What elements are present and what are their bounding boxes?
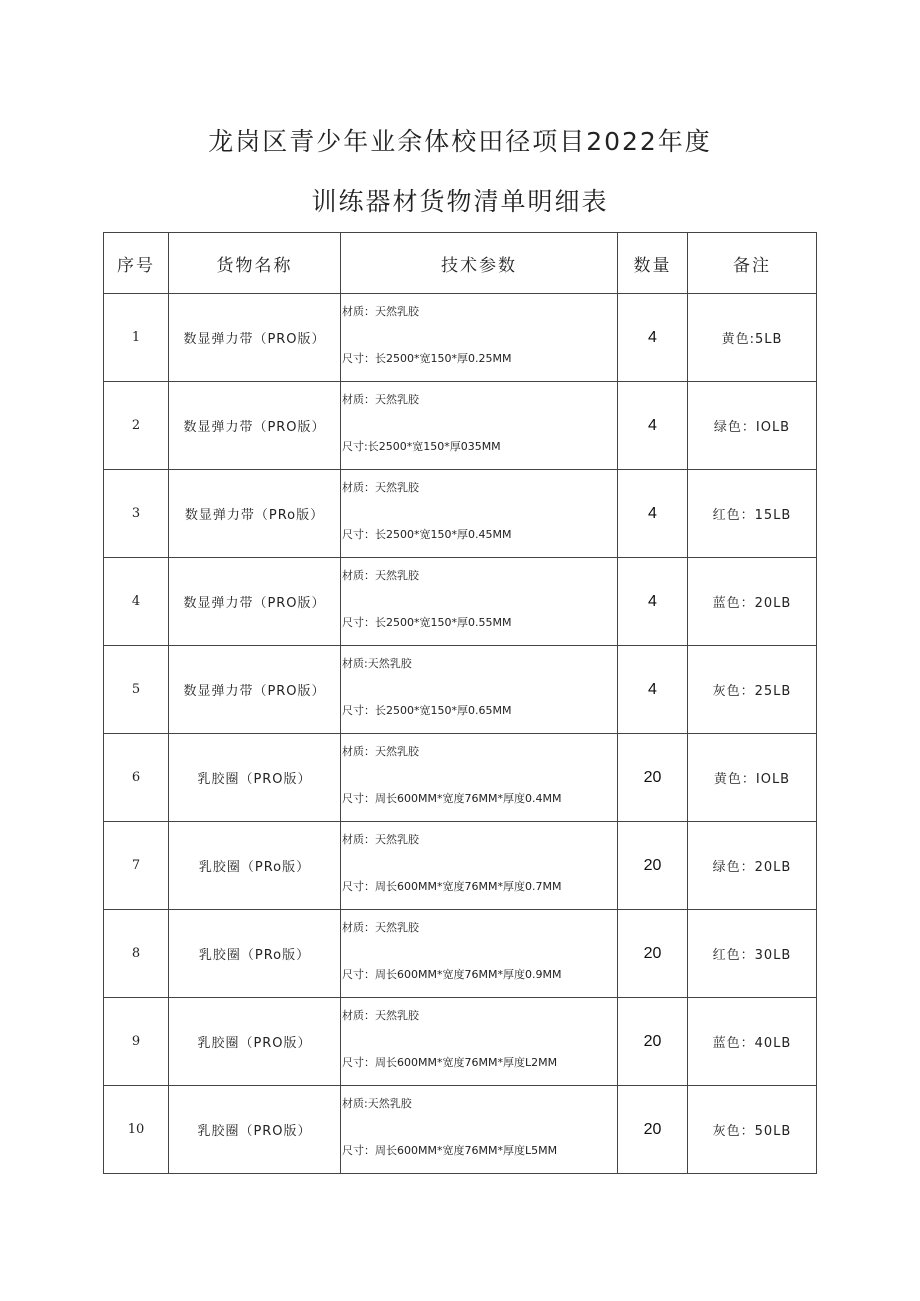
table-row <box>104 910 817 998</box>
spec-size: 尺寸：长2500*宽150*厚0.65MM <box>342 704 512 717</box>
tech-params <box>341 470 618 558</box>
goods-name: 乳胶圈（PRo版） <box>169 910 341 998</box>
goods-table <box>103 232 817 1174</box>
remark: 蓝色：20LB <box>688 558 817 646</box>
spec-size: 尺寸:长2500*宽150*厚035MM <box>342 440 501 453</box>
table-row <box>104 294 817 382</box>
spec-material: 材质：天然乳胶 <box>342 305 419 318</box>
spec-material: 材质：天然乳胶 <box>342 481 419 494</box>
spec-size: 尺寸：长2500*宽150*厚0.45MM <box>342 528 512 541</box>
table-row <box>104 382 817 470</box>
quantity: 4 <box>618 558 688 646</box>
tech-params <box>341 646 618 734</box>
remark: 灰色：50LB <box>688 1086 817 1174</box>
row-index: 4 <box>104 558 169 646</box>
goods-name: 数显弹力带（PRO版） <box>169 646 341 734</box>
spec-material: 材质：天然乳胶 <box>342 745 419 758</box>
quantity: 20 <box>618 910 688 998</box>
spec-size: 尺寸：长2500*宽150*厚0.55MM <box>342 616 512 629</box>
remark: 绿色：IOLB <box>688 382 817 470</box>
remark: 红色：15LB <box>688 470 817 558</box>
table-header-row <box>104 233 817 294</box>
document-title-line2: 训练器材货物清单明细表 <box>311 187 609 216</box>
tech-params <box>341 734 618 822</box>
spec-size: 尺寸：长2500*宽150*厚0.25MM <box>342 352 512 365</box>
table-row <box>104 470 817 558</box>
row-index: 8 <box>104 910 169 998</box>
remark: 红色：30LB <box>688 910 817 998</box>
spec-material: 材质：天然乳胶 <box>342 569 419 582</box>
header-goods-name: 货物名称 <box>169 233 341 294</box>
row-index: 6 <box>104 734 169 822</box>
spec-material: 材质:天然乳胶 <box>342 1097 412 1110</box>
table-row <box>104 822 817 910</box>
spec-size: 尺寸：周长600MM*宽度76MM*厚度0.4MM <box>342 792 562 805</box>
remark: 绿色：20LB <box>688 822 817 910</box>
row-index: 9 <box>104 998 169 1086</box>
remark: 黄色:5LB <box>688 294 817 382</box>
table-row <box>104 998 817 1086</box>
remark: 黄色：IOLB <box>688 734 817 822</box>
spec-size: 尺寸：周长600MM*宽度76MM*厚度L5MM <box>342 1144 558 1157</box>
row-index: 5 <box>104 646 169 734</box>
goods-name: 数显弹力带（PRO版） <box>169 382 341 470</box>
spec-material: 材质：天然乳胶 <box>342 393 419 406</box>
quantity: 20 <box>618 822 688 910</box>
row-index: 3 <box>104 470 169 558</box>
row-index: 7 <box>104 822 169 910</box>
spec-material: 材质:天然乳胶 <box>342 657 412 670</box>
spec-material: 材质：天然乳胶 <box>342 833 419 846</box>
goods-name: 乳胶圈（PRo版） <box>169 822 341 910</box>
spec-size: 尺寸：周长600MM*宽度76MM*厚度L2MM <box>342 1056 558 1069</box>
spec-material: 材质：天然乳胶 <box>342 921 419 934</box>
table-row <box>104 1086 817 1174</box>
remark: 蓝色：40LB <box>688 998 817 1086</box>
spec-size: 尺寸：周长600MM*宽度76MM*厚度0.9MM <box>342 968 562 981</box>
quantity: 20 <box>618 1086 688 1174</box>
document-title-line1: 龙岗区青少年业余体校田径项目2022年度 <box>208 127 712 156</box>
header-index: 序号 <box>104 233 169 294</box>
spec-size: 尺寸：周长600MM*宽度76MM*厚度0.7MM <box>342 880 562 893</box>
table-row <box>104 558 817 646</box>
tech-params <box>341 294 618 382</box>
remark: 灰色：25LB <box>688 646 817 734</box>
quantity: 4 <box>618 470 688 558</box>
spec-material: 材质：天然乳胶 <box>342 1009 419 1022</box>
header-quantity: 数量 <box>618 233 688 294</box>
goods-name: 数显弹力带（PRo版） <box>169 470 341 558</box>
table-row <box>104 646 817 734</box>
tech-params <box>341 382 618 470</box>
tech-params <box>341 998 618 1086</box>
quantity: 20 <box>618 734 688 822</box>
row-index: 2 <box>104 382 169 470</box>
quantity: 4 <box>618 382 688 470</box>
header-tech-params: 技术参数 <box>341 233 618 294</box>
goods-name: 数显弹力带（PRO版） <box>169 294 341 382</box>
goods-name: 乳胶圈（PRO版） <box>169 1086 341 1174</box>
tech-params <box>341 558 618 646</box>
tech-params <box>341 822 618 910</box>
row-index: 1 <box>104 294 169 382</box>
quantity: 4 <box>618 646 688 734</box>
quantity: 4 <box>618 294 688 382</box>
goods-name: 乳胶圈（PRO版） <box>169 734 341 822</box>
tech-params <box>341 1086 618 1174</box>
header-remarks: 备注 <box>688 233 817 294</box>
goods-name: 数显弹力带（PRO版） <box>169 558 341 646</box>
row-index: 10 <box>104 1086 169 1174</box>
tech-params <box>341 910 618 998</box>
quantity: 20 <box>618 998 688 1086</box>
table-row <box>104 734 817 822</box>
goods-name: 乳胶圈（PRO版） <box>169 998 341 1086</box>
